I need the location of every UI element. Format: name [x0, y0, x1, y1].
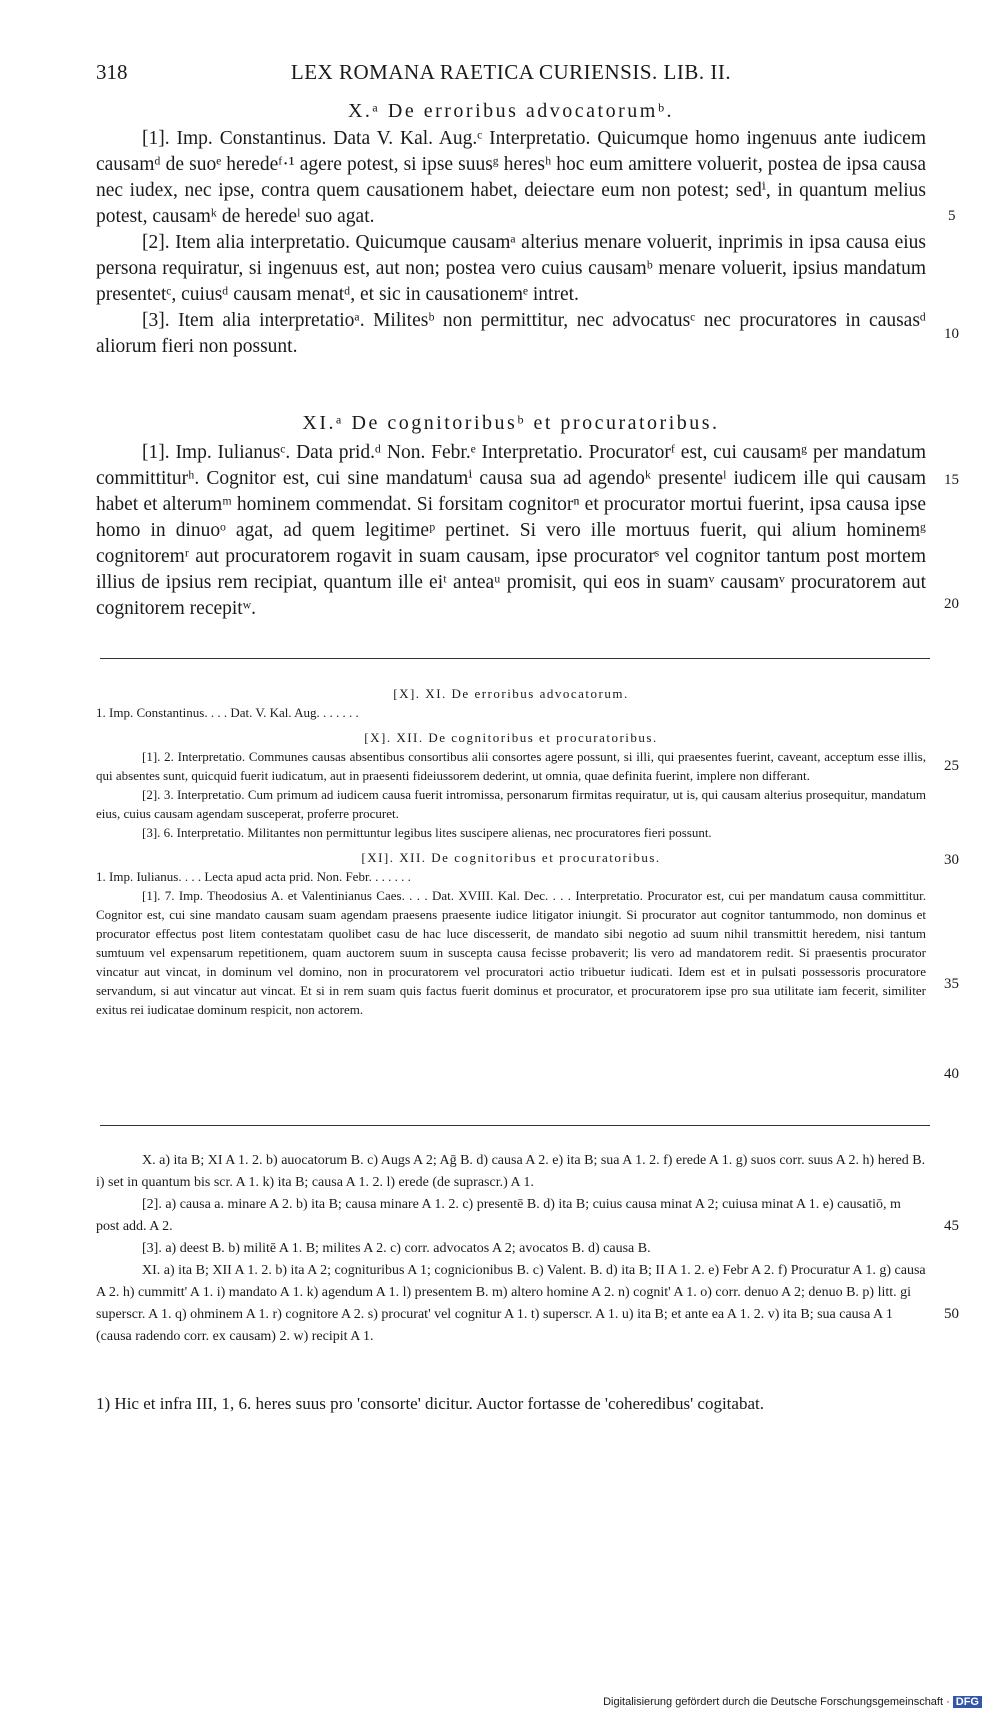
line-number: 5	[948, 208, 956, 224]
sources-line: [1]. 7. Imp. Theodosius A. et Valentinianus Caes. . . . Dat. XVIII. Kal. Dec. . . . Interpretatio. Procurator est, cui per mandatum causa committitur. Cognitor est, cui sine mandato causam suam agendam praesens praesente iudice litigator iniungit. Si procurator aut cognitor tantummodo, non dominus et procurator effectus post litem contestatam quolibet casu de hac luce discesserit, de mandato sibi negotio ad suum nihil transmittit heredem, nisi tantum sumtuum vel expensarum repetitionem, quam auctorem suum in suscepta causa fecisse probaverit; lis vero ad mandatorem redit. Si praesentis procurator vincatur aut vincat, in dominum vel domino, non in procuratorem vel procuratori actio tribuetur iudicati. Idem est et in pulsati possessoris procuratore servandum, si aut vincatur aut vincat. Et si in rem suam quis factus fuerit dominus et procurator, et procuratorem ipse pro sua utilitate iam fecerit, similiter exitus rei iudicatae dominum respicit, non actorem.	[96, 888, 926, 1017]
apparatus-entry: [2]. a) causa a. minare A 2. b) ita B; causa minare A 1. 2. c) presentē B. d) ita B; cuius causa minat A 2; cuiusa minat A 1. e) causatiō, m post add. A 2.	[96, 1197, 901, 1234]
sources-line: [2]. 3. Interpretatio. Cum primum ad iudicem causa fuerit intromissa, personarum firmitas requiratur, ut is, qui causam alterius prosequitur, mandatum eius, cuius causam agendam susceperat, proferre procuret.	[96, 787, 926, 821]
sources-line: 1. Imp. Iulianus. . . . Lecta apud acta prid. Non. Febr. . . . . . .	[96, 869, 411, 884]
paragraph-x-1: [1]. Imp. Constantinus. Data V. Kal. Aug.ᶜ Interpretatio. Quicumque homo ingenuus ante iudicem causamᵈ de suoᵉ heredeᶠ·¹ agere potest, si ipse suusᵍ heresʰ hoc eum amittere voluerit, postea de ipsa causa nec iudex, nec ipse, contra quem causationem habet, deiectare eum non potest; sedⁱ, in quantum melius potest, causamᵏ de heredeˡ suo agat.	[96, 128, 926, 227]
apparatus-block	[96, 1150, 926, 1348]
section-xi-text	[96, 440, 926, 622]
sources-block	[96, 684, 926, 1019]
footnote: 1) Hic et infra III, 1, 6. heres suus pro 'consorte' dicitur. Auctor fortasse de 'coheredibus' cogitabat.	[96, 1394, 764, 1413]
sources-heading: [X]. XI. De erroribus advocatorum.	[393, 686, 629, 701]
running-title: LEX ROMANA RAETICA CURIENSIS. LIB. II.	[290, 60, 732, 84]
divider	[100, 658, 930, 659]
line-number: 20	[944, 596, 959, 612]
line-number: 35	[944, 976, 959, 992]
apparatus-entry: [3]. a) deest B. b) militē A 1. B; milites A 2. c) corr. advocatos A 2; avocatos B. d) causa B.	[142, 1241, 651, 1256]
page-number: 318	[96, 60, 128, 84]
section-title-x: X.ᵃ De erroribus advocatorumᵇ.	[347, 100, 675, 122]
running-header	[96, 60, 926, 88]
sources-line: [3]. 6. Interpretatio. Militantes non permittuntur legibus lites suscipere alienas, nec procuratores fieri possunt.	[142, 825, 712, 840]
section-title-xi: XI.ᵃ De cognitoribusᵇ et procuratoribus.	[302, 412, 720, 434]
sources-heading: [X]. XII. De cognitoribus et procuratoribus.	[364, 730, 658, 745]
line-number: 45	[944, 1218, 959, 1234]
sources-line: 1. Imp. Constantinus. . . . Dat. V. Kal. Aug. . . . . . .	[96, 705, 359, 720]
divider	[100, 1125, 930, 1126]
apparatus-entry: XI. a) ita B; XII A 1. 2. b) ita A 2; cognituribus A 1; cognicionibus B. c) Valent. B. d) ita B; II A 1. 2. e) Febr A 2. f) Procuratur A 1. g) causa A 2. h) cummitt' A 1. i) mandato A 1. k) agendum A 1. l) presentem B. m) altero homine A 2. n) cognit' A 1. o) corr. denuo A 2; denuo B. p) litt. gi superscr. A 1. q) ohminem A 1. r) cognitore A 2. s) procurat' vel cognitur A 1. t) superscr. A 1. u) ita B; et ante ea A 1. 2. v) ita B; sua causa A 1 (causa radendo corr. ex causam) 2. w) recipit A 1.	[96, 1263, 926, 1344]
sources-line: [1]. 2. Interpretatio. Communes causas absentibus consortibus alii consortes agere possunt, si illi, qui praesentes fuerint, caveant, acceptum esse illis, qui absentes sunt, quicquid fuerit iudicatum, aut in praesenti fideiussorem dederint, ut omnia, quae definita fuerint, implere non differant.	[96, 749, 926, 783]
line-number: 25	[944, 758, 959, 774]
apparatus-entry: X. a) ita B; XI A 1. 2. b) auocatorum B. c) Augs A 2; Aḡ B. d) causa A 2. e) ita B; sua A 1. 2. f) erede A 1. g) suos corr. suus A 2. h) hered B. i) set in quantum bis scr. A 1. k) ita B; causa A 1. 2. l) erede (de suprascr.) A 1.	[96, 1153, 926, 1190]
line-number: 15	[944, 472, 959, 488]
line-number: 40	[944, 1066, 959, 1082]
section-x-text	[96, 126, 926, 360]
digitization-credit	[603, 1696, 982, 1708]
line-number: 30	[944, 852, 959, 868]
paragraph-x-2: [2]. Item alia interpretatio. Quicumque causamᵃ alterius menare voluerit, inprimis in ipsa causa eius persona requiratur, si ingenuus est, aut non; postea vero cuius causamᵇ menare voluerit, ipsius mandatum presentetᶜ, cuiusᵈ causam menatᵈ, et sic in causationemᵉ intret.	[96, 232, 926, 305]
paragraph-x-3: [3]. Item alia interpretatioᵃ. Militesᵇ non permittitur, nec advocatusᶜ nec procuratores in causasᵈ aliorum fieri non possunt.	[96, 310, 926, 357]
sources-heading: [XI]. XII. De cognitoribus et procuratoribus.	[361, 850, 661, 865]
line-number: 50	[944, 1306, 959, 1322]
dfg-logo: DFG	[953, 1696, 982, 1708]
paragraph-xi-1: [1]. Imp. Iulianusᶜ. Data prid.ᵈ Non. Febr.ᵉ Interpretatio. Procuratorᶠ est, cui causamᵍ per mandatum committiturʰ. Cognitor est, cui sine mandatumⁱ causa sua ad agendoᵏ presenteˡ iudicem ille qui causam habet et alterumᵐ hominem commendat. Si forsitam cognitorⁿ et procurator mortui fuerint, ipsa causa ipse homo in dinuoᵒ agat, ad quem legitimeᵖ pertinet. Si vero ille mortuus fuerit, qui alium hominemᵍ cognitoremʳ aut procuratorem rogavit in suam causam, ipse procuratorˢ vel cognitor tantum post mortem illius de ipsius rem recipiat, quantum ille eiᵗ anteaᵘ promisit, qui eos in suamᵛ causamᵛ procuratorem aut cognitorem recepitʷ.	[96, 442, 926, 619]
line-number: 10	[944, 326, 959, 342]
credit-text: Digitalisierung gefördert durch die Deutsche Forschungsgemeinschaft ·	[603, 1696, 950, 1708]
